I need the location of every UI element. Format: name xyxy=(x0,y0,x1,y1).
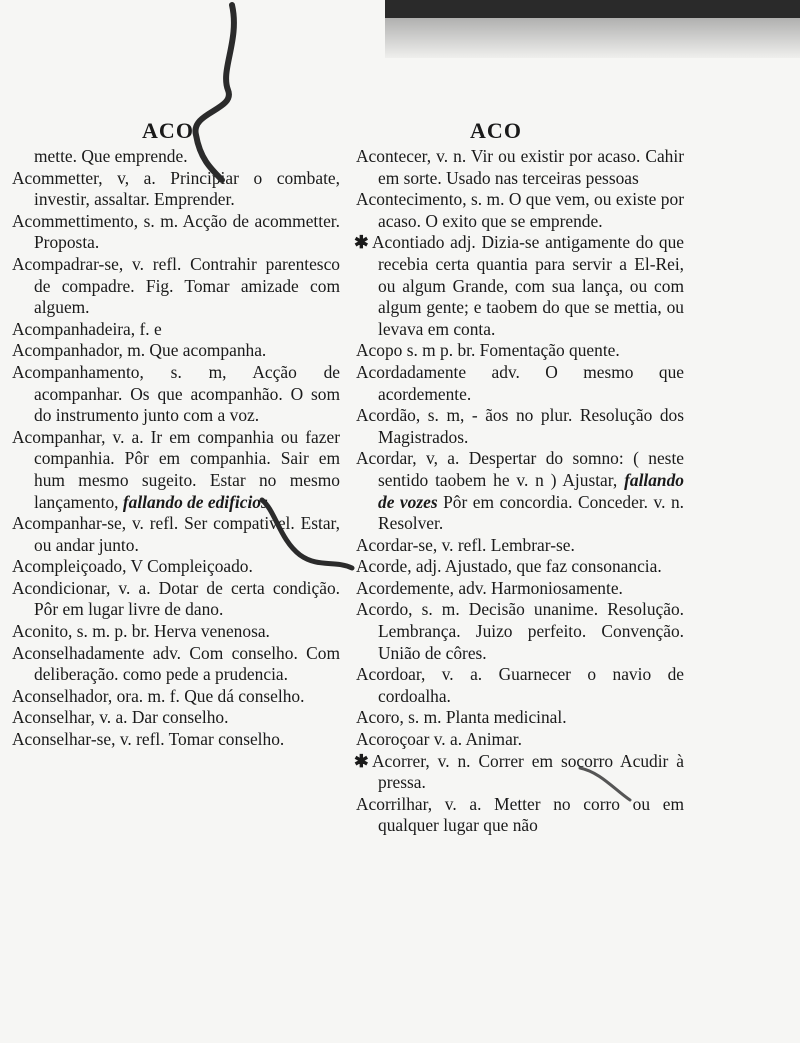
entry-headword: Acorde xyxy=(356,556,408,577)
left-column xyxy=(12,146,340,751)
entry-headword: Acoroçoar xyxy=(356,729,430,750)
entry-headword: Acontiado xyxy=(372,232,445,253)
entry-headword: Acompanhamento xyxy=(12,361,140,382)
dictionary-entry xyxy=(356,729,684,751)
entry-definition: , v. refl. Tomar conselho. xyxy=(111,729,285,750)
dictionary-entry xyxy=(356,556,684,578)
entry-definition: adv. O mesmo que acordemente. xyxy=(378,361,684,404)
entry-headword: Aconselhadamente xyxy=(12,642,145,663)
dictionary-entry xyxy=(356,751,684,794)
dictionary-entry xyxy=(12,340,340,362)
entry-italic-note: fallando de vozes xyxy=(378,469,684,512)
entry-headword: Acordo xyxy=(356,599,409,620)
dictionary-entry xyxy=(356,794,684,837)
dictionary-entry xyxy=(12,319,340,341)
dictionary-entry xyxy=(12,211,340,254)
entry-definition: , s. m. Planta medicinal. xyxy=(399,707,567,728)
entry-definition: , adj. Ajustado, que faz consonancia. xyxy=(407,556,662,577)
running-head-right: ACO xyxy=(470,118,522,143)
dictionary-entry xyxy=(356,448,684,534)
entry-headword: Acompanhar xyxy=(12,426,102,447)
entry-definition: s. m p. br. Fomentação quente. xyxy=(402,340,620,361)
entry-definition: , v, a. Despertar do somno: ( neste sentido taobem he v. n ) Ajustar, xyxy=(378,448,684,490)
entry-definition: , V Compleiçoado. xyxy=(122,556,253,577)
entry-definition: , s. m. O que vem, ou existe por acaso. O exito que se emprende. xyxy=(378,189,684,231)
entry-headword: Acompanhador xyxy=(12,340,119,361)
dictionary-entry xyxy=(12,707,340,729)
entry-italic-note: fallando de edificios xyxy=(122,491,268,512)
entry-headword: Acorrer xyxy=(372,750,426,771)
entry-headword: Acommetter xyxy=(12,167,99,188)
entry-headword: Aconselhador xyxy=(12,685,108,706)
page-top-gradient xyxy=(385,18,800,58)
entry-definition: , v. n. Correr em socorro Acudir à pressa. xyxy=(378,750,684,793)
entry-headword: Acondicionar xyxy=(12,577,106,598)
entry-definition: , s. m, Acção de acompanhar. Os que acompanhão. O som do instrumento junto com a voz. xyxy=(34,361,340,426)
entry-headword: Acommettimento xyxy=(12,210,134,231)
entry-definition: adv. Com conselho. Com deliberação. como pede a prudencia. xyxy=(34,642,340,685)
dictionary-entry xyxy=(356,189,684,232)
entry-definition: , v. a. Dar conselho. xyxy=(90,707,229,728)
entry-definition: , ora. m. f. Que dá conselho. xyxy=(107,685,305,706)
entry-definition: adj. Dizia-se antigamente do que recebia certa quantia para servir a El-Rei, ou algum Grande, com sua lança, ou com algum gente; e taobem do que se mettia, ou levava em conta. xyxy=(378,232,684,339)
entry-definition: , m. Que acompanha. xyxy=(118,340,267,361)
dictionary-entry xyxy=(12,621,340,643)
entry-headword: Acordar-se xyxy=(356,534,433,555)
asterisk-marker: ✱ xyxy=(354,750,369,771)
dictionary-entry xyxy=(356,664,684,707)
entry-headword: Acompanhadeira xyxy=(12,318,131,339)
asterisk-marker: ✱ xyxy=(354,232,369,253)
entry-definition: , v. a. Ir em companhia ou fazer companhia. Pôr em companhia. Sair em hum mesmo sugeito. Estar no mesmo lançamento, xyxy=(34,426,340,512)
dictionary-entry xyxy=(12,168,340,211)
entry-definition: , s. m, - ãos no plur. Resolução dos Magistrados. xyxy=(378,405,684,447)
running-head-left: ACO xyxy=(142,118,194,143)
entry-definition: , v, a. Principiar o combate, investir, assaltar. Emprender. xyxy=(34,167,340,210)
entry-headword: Acompanhar-se xyxy=(12,513,122,534)
dictionary-entry xyxy=(356,405,684,448)
dictionary-entry xyxy=(356,362,684,405)
dictionary-entry xyxy=(356,578,684,600)
entry-definition: , f. e xyxy=(130,318,162,339)
entry-definition: , v. a. Dotar de certa condição. Pôr em lugar livre de dano. xyxy=(34,577,340,620)
entry-definition: , v. refl. Ser compativel. Estar, ou andar junto. xyxy=(34,513,340,555)
entry-definition: mette. Que emprende. xyxy=(34,146,188,166)
dictionary-entry xyxy=(12,686,340,708)
entry-definition: , s. m. p. br. Herva venenosa. xyxy=(68,621,270,642)
dictionary-entry xyxy=(12,556,340,578)
dictionary-entry xyxy=(12,254,340,319)
entry-definition-tail: Pôr em concordia. Conceder. v. n. Resolver. xyxy=(378,491,685,534)
entry-definition: , v. refl. Lembrar-se. xyxy=(432,534,575,555)
entry-headword: Aconselhar-se xyxy=(12,729,112,750)
dictionary-entry xyxy=(12,643,340,686)
entry-headword: Acompadrar-se xyxy=(12,253,119,274)
entry-headword: Acompleiçoado xyxy=(12,556,123,577)
dictionary-entry xyxy=(12,729,340,751)
entry-definition: , v. a. Guarnecer o navio de cordoalha. xyxy=(378,664,684,706)
dictionary-entry xyxy=(356,535,684,557)
entry-headword: Acontecimento xyxy=(356,189,463,210)
entry-definition: v. a. Animar. xyxy=(429,729,522,750)
entry-headword: Acordemente xyxy=(356,577,450,598)
entry-headword: Acopo xyxy=(356,340,403,361)
page-top-edge-shadow xyxy=(385,0,800,18)
entry-headword: Acordar xyxy=(356,448,413,469)
entry-definition: , v. a. Metter no corro ou em qualquer lugar que não xyxy=(378,793,684,836)
dictionary-entry xyxy=(356,146,684,189)
entry-headword: Acordão xyxy=(356,405,416,426)
dictionary-entry xyxy=(356,232,684,340)
entry-headword: Acordoar xyxy=(356,664,421,685)
dictionary-entry xyxy=(356,707,684,729)
entry-headword: Acontecer xyxy=(356,146,427,166)
entry-definition: , s. m. Decisão unanime. Resolução. Lembrança. Juizo perfeito. Convenção. União de côres. xyxy=(378,599,684,663)
dictionary-entry xyxy=(356,599,684,664)
entry-definition: , adv. Harmoniosamente. xyxy=(449,577,623,598)
dictionary-entry xyxy=(12,578,340,621)
entry-headword: Aconselhar xyxy=(12,707,91,728)
dictionary-entry xyxy=(356,340,684,362)
entry-definition: , s. m. Acção de acommetter. Proposta. xyxy=(34,210,340,253)
entry-headword: Acordadamente xyxy=(356,361,467,382)
dictionary-entry xyxy=(12,513,340,556)
dictionary-entry xyxy=(12,362,340,427)
entry-headword: Aconito xyxy=(12,621,69,642)
dictionary-entry xyxy=(12,427,340,513)
entry-headword: Acoro xyxy=(356,707,400,728)
entry-definition: , v. refl. Contrahir parentesco de compadre. Fig. Tomar amizade com alguem. xyxy=(34,253,340,318)
entry-headword: Acorrilhar xyxy=(356,793,428,814)
entry-definition: , v. n. Vir ou existir por acaso. Cahir em sorte. Usado nas terceiras pessoas xyxy=(378,146,684,188)
dictionary-entry xyxy=(12,146,340,168)
right-column xyxy=(356,146,684,837)
